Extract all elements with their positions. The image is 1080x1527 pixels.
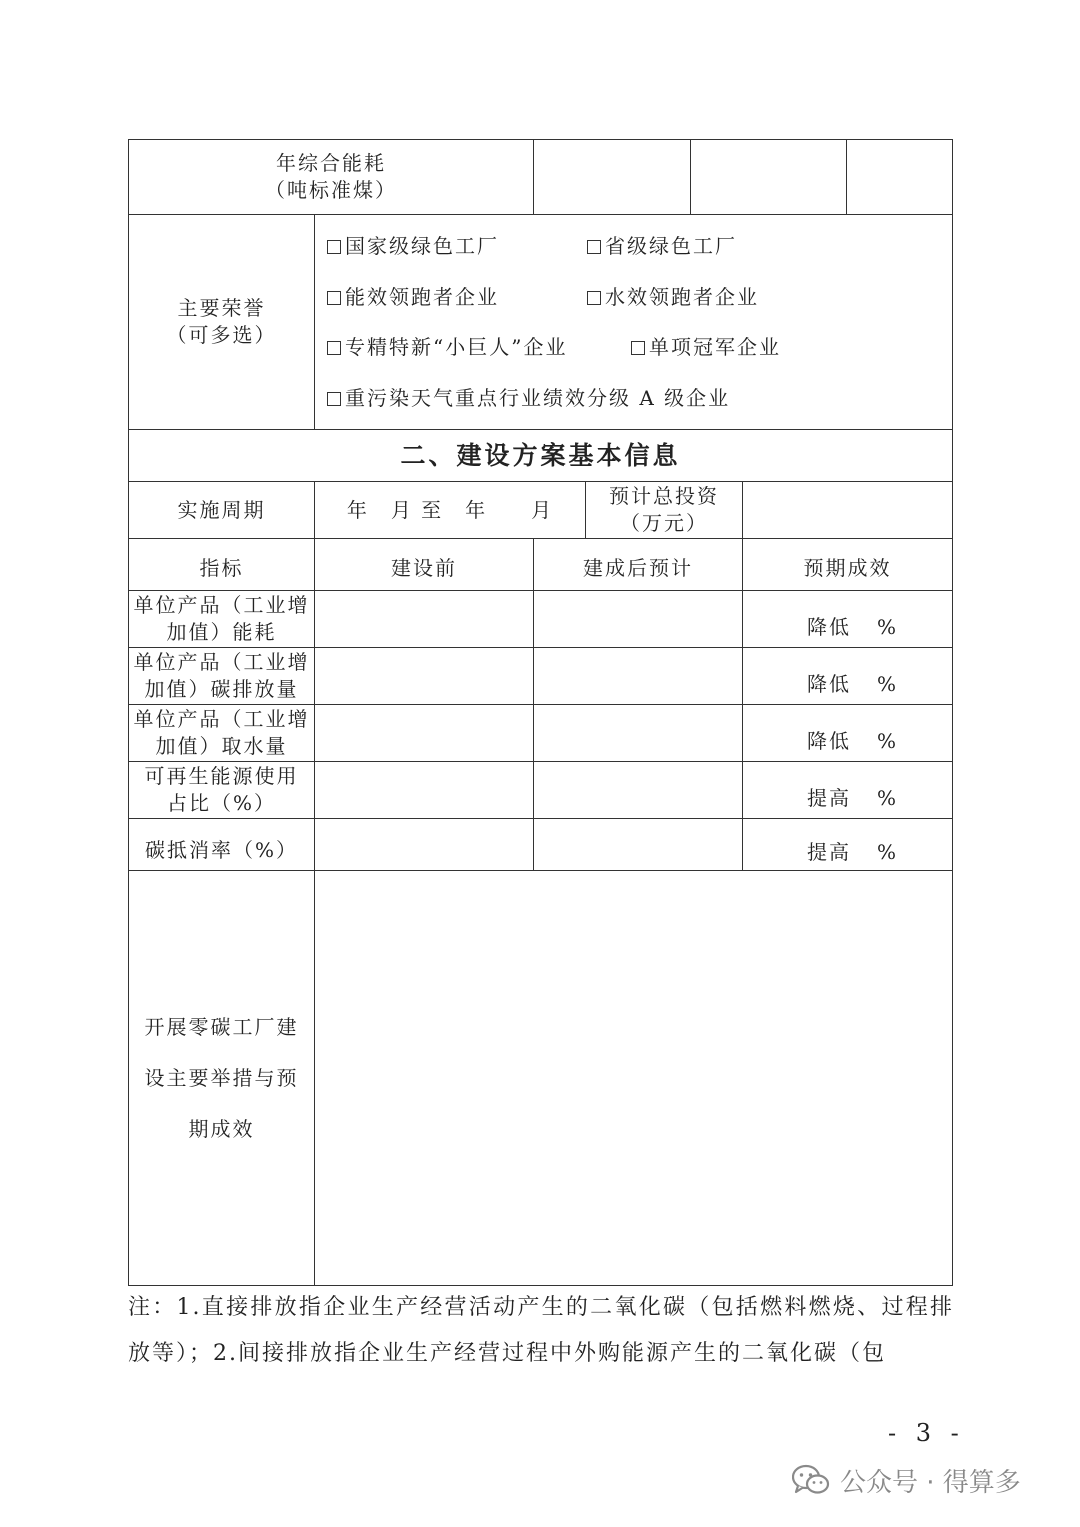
indicator-row — [129, 591, 953, 648]
honors-options-cell — [315, 215, 953, 430]
honor-option-row — [327, 322, 952, 373]
honor-option-label: 重污染天气重点行业绩效分级 A 级企业 — [345, 385, 731, 410]
measures-label-cell — [129, 871, 315, 1286]
percent-sign: % — [877, 840, 899, 864]
honor-option[interactable] — [327, 373, 730, 423]
indicator-row — [129, 648, 953, 705]
honor-option-label: 能效领跑者企业 — [345, 284, 499, 309]
measures-content-cell[interactable] — [315, 871, 953, 1286]
honors-label-line: 主要荣誉 — [177, 296, 266, 320]
investment-value-cell[interactable] — [743, 482, 953, 539]
honors-label-cell — [129, 215, 315, 430]
header-indicator: 指标 — [129, 539, 315, 591]
checkbox-icon[interactable] — [327, 291, 341, 305]
energy-label-cell — [129, 140, 534, 215]
indicator-label-cell — [129, 648, 315, 705]
energy-value-cell[interactable] — [847, 140, 953, 215]
after-value-cell[interactable] — [534, 762, 743, 819]
effect-text: 降低 — [807, 671, 852, 696]
energy-row — [129, 140, 953, 215]
effect-text: 提高 — [807, 840, 852, 864]
checkbox-icon[interactable] — [587, 291, 601, 305]
honor-option-label: 水效领跑者企业 — [605, 284, 759, 309]
honor-option[interactable] — [587, 272, 759, 322]
wechat-icon — [792, 1464, 830, 1496]
measures-row — [129, 871, 953, 1286]
percent-sign: % — [877, 671, 899, 696]
indicator-row — [129, 705, 953, 762]
checkbox-icon[interactable] — [327, 240, 341, 254]
effect-cell[interactable] — [743, 762, 953, 819]
indicator-label-line: 可再生能源使用 — [144, 764, 299, 788]
effect-cell[interactable] — [743, 648, 953, 705]
header-before: 建设前 — [315, 539, 534, 591]
before-value-cell[interactable] — [315, 705, 534, 762]
after-value-cell[interactable] — [534, 648, 743, 705]
indicator-label-cell — [129, 762, 315, 819]
effect-cell[interactable] — [743, 591, 953, 648]
indicator-label-line: 碳抵消率（%） — [144, 838, 298, 862]
honor-option[interactable] — [327, 221, 587, 271]
honor-option-label: 国家级绿色工厂 — [345, 234, 499, 258]
investment-label-line: （万元） — [620, 511, 709, 535]
honor-option[interactable] — [327, 272, 587, 322]
honors-label-line: （可多选） — [166, 323, 277, 347]
measures-label-line: 期成效 — [188, 1116, 255, 1141]
before-value-cell[interactable] — [315, 819, 534, 871]
percent-sign: % — [877, 728, 899, 753]
honor-option-label: 单项冠军企业 — [649, 335, 781, 359]
indicator-label-line: 单位产品（工业增 — [133, 593, 310, 617]
measures-label-line: 设主要举措与预 — [144, 1065, 299, 1090]
energy-value-cell[interactable] — [691, 140, 847, 215]
watermark — [792, 1460, 1021, 1500]
honor-option-row — [327, 272, 952, 323]
before-value-cell[interactable] — [315, 648, 534, 705]
footnote: 注：1.直接排放指企业生产经营活动产生的二氧化碳（包括燃料燃烧、过程排放等）；2.间接排放指企业生产经营过程中外购能源产生的二氧化碳（包 — [128, 1295, 954, 1366]
effect-cell[interactable] — [743, 705, 953, 762]
honor-option-label: 专精特新“小巨人”企业 — [345, 335, 568, 359]
honor-option-row — [327, 373, 952, 424]
honor-option-row — [327, 221, 952, 272]
measures-label-line: 开展零碳工厂建 — [144, 1014, 299, 1039]
before-value-cell[interactable] — [315, 591, 534, 648]
after-value-cell[interactable] — [534, 819, 743, 871]
header-after: 建成后预计 — [534, 539, 743, 591]
indicator-label-line: 单位产品（工业增 — [133, 650, 310, 674]
checkbox-icon[interactable] — [327, 341, 341, 355]
indicator-label-line: 加值）能耗 — [166, 620, 277, 644]
before-value-cell[interactable] — [315, 762, 534, 819]
header-effect: 预期成效 — [743, 539, 953, 591]
indicator-label-line: 加值）碳排放量 — [144, 677, 299, 701]
section-title-row — [129, 430, 953, 482]
investment-label-cell — [586, 482, 743, 539]
effect-text: 降低 — [807, 614, 852, 639]
honor-option[interactable] — [587, 221, 737, 271]
investment-label-line: 预计总投资 — [609, 484, 720, 508]
honor-option[interactable] — [327, 322, 631, 372]
energy-label-line: 年综合能耗 — [276, 151, 386, 175]
after-value-cell[interactable] — [534, 705, 743, 762]
effect-text: 提高 — [807, 785, 852, 810]
honors-row — [129, 215, 953, 430]
page-number: - 3 - — [888, 1419, 965, 1447]
indicator-label-cell — [129, 819, 315, 871]
indicator-label-line: 占比（%） — [166, 791, 276, 815]
period-row — [129, 482, 953, 539]
section-title: 二、建设方案基本信息 — [129, 430, 953, 482]
honor-option-label: 省级绿色工厂 — [605, 234, 737, 258]
application-form-table — [128, 139, 953, 1286]
energy-value-cell[interactable] — [534, 140, 691, 215]
effect-text: 降低 — [807, 728, 852, 753]
honor-option[interactable] — [631, 322, 781, 372]
energy-label-line: （吨标准煤） — [265, 178, 397, 202]
indicator-row — [129, 819, 953, 871]
percent-sign: % — [877, 614, 899, 639]
checkbox-icon[interactable] — [587, 240, 601, 254]
indicator-label-cell — [129, 591, 315, 648]
after-value-cell[interactable] — [534, 591, 743, 648]
indicator-label-cell — [129, 705, 315, 762]
indicator-label-line: 加值）取水量 — [155, 734, 288, 758]
indicator-label-line: 单位产品（工业增 — [133, 707, 310, 731]
checkbox-icon[interactable] — [631, 341, 645, 355]
effect-cell[interactable] — [743, 819, 953, 871]
watermark-text: 公众号 · 得算多 — [840, 1467, 1021, 1498]
percent-sign: % — [877, 785, 899, 810]
indicator-header-row — [129, 539, 953, 591]
checkbox-icon[interactable] — [327, 392, 341, 406]
period-label: 实施周期 — [129, 482, 315, 539]
indicator-row — [129, 762, 953, 819]
period-value[interactable]: 年 月 至 年 月 — [315, 482, 586, 539]
